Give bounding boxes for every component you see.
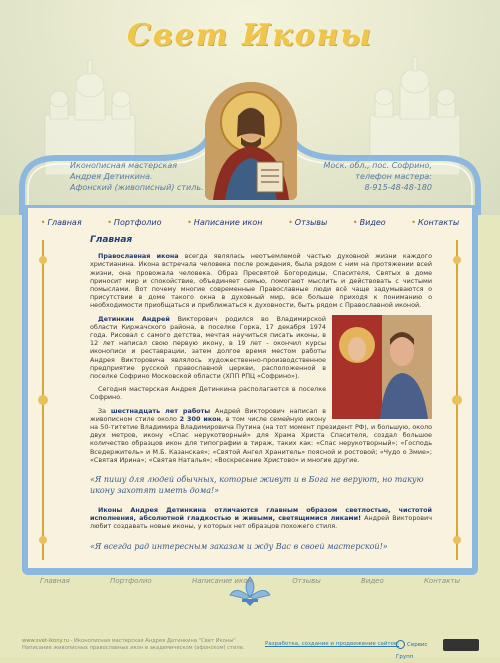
ornament-right-icon <box>450 240 464 560</box>
footer-nav-portfolio[interactable]: Портфолио <box>110 577 152 585</box>
main-content <box>90 236 432 562</box>
nav-contacts[interactable]: • Контакты <box>411 218 459 227</box>
site-title[interactable]: Свет Иконы <box>127 18 373 53</box>
paragraph-style: Иконы Андрея Детинкина отличаются главным образом светлостью, чистотой исполнения, абсолютной гладкостью и живыми, светящимися ликами! Андрей Викторович любит создавать новые иконы, у которых нет образцов похожего стиля. <box>90 506 432 531</box>
quote-artist: «Я пишу для людей обычных, которые живут и в Бога не веруют, но такую икону захотят иметь дома!» <box>90 475 424 496</box>
service-group-badge[interactable]: Сервис Групп <box>396 639 436 651</box>
nav-reviews[interactable]: • Отзывы <box>288 218 327 227</box>
footer-nav <box>40 577 460 585</box>
ornament-left-icon <box>36 240 50 560</box>
footer-nav-reviews[interactable]: Отзывы <box>292 577 321 585</box>
paragraph-biography: Детинкин Андрей Викторович родился во Владимирской области Киржачского района, в поселке Горка, 17 декабря 1974 года. Рисовал с самого детства, мечтая научиться писать иконы, в 12 лет написал свою первую икону, в 19 лет - окончил курсы иконописи и реставрации, затем долгое время местом работы Андрея Викторовича являлось художественно-производственное предприятие русской православной церкви, расположенной в поселке Софрино Московской области (ХПП РПЦ «Софрино»). <box>90 314 326 381</box>
artist-photo <box>332 315 432 419</box>
paragraph-works: За шестнадцать лет работы Андрей Викторович написал в живописном стиле около 2 300 икон, в том числе семейную икону на 50-титетие Владимира Владимировича Путина (на тот момент президент РФ), и большую, около двух метров, икону «Спас нерукотворный» для Храма Христа Спасителя, создал большое количество образцов икон для типографии в тираж, таких как: «Спас нерукотворный»; «Господь Вседержитель» и М.Б. Казанская»; «Святой Ангел Хранитель» поясной и ростовой; «Чудо о Змие»; «Святая Ирина»; «Святая Наталья»; «Воскресение Христово» и многие другие. <box>90 406 432 464</box>
footer-nav-video[interactable]: Видео <box>360 577 384 585</box>
footer-domain[interactable]: www.svet-ikony.ru <box>22 638 69 644</box>
workshop-info: Иконописная мастерская Андрея Детинкина. Афонский (живописный) стиль. <box>70 161 204 192</box>
contact-info: Моск. обл., пос. Софрино, телефон мастера: 8-915-48-48-180 <box>323 161 432 192</box>
paragraph-intro: Православная икона всегда являлась неотъемлемой частью духовной жизни каждого христианина. Икона встречала человека после рождения, была рядом с ним на протяжении всей жизни, она провожала человека. Образ Пресвятой Богородицы, Спасителя, Святых в доме приносит мир и спокойствие, объединяет семью, помогают мыслить и действовать с чистыми помыслами. Вот почему многие современные Православные люди всё чаще задумываются о присутствии в доме такого окна в духовный мир, все больше приходя к пониманию о необходимости приобщаться и приближаться к духовности, быть рядом с Православной иконой. <box>90 252 432 310</box>
nav-video[interactable]: • Видео <box>353 218 386 227</box>
paragraph-location: Сегодня мастерская Андрея Детинкина располагается в поселке Софрино. <box>90 385 326 402</box>
footer-copyright: www.svet-ikony.ru - Иконописная мастерская Андрея Детинкина "Свет Иконы" Написание живописных православных икон в академическом (афонском) стиле. <box>22 638 245 651</box>
nav-home[interactable]: • Главная <box>41 218 82 227</box>
header <box>0 0 500 215</box>
main-nav <box>28 212 472 232</box>
quote-invitation: «Я всегда рад интересным заказам и жду Вас в своей мастерской!» <box>90 541 388 551</box>
nav-icon-painting[interactable]: • Написание икон <box>187 218 262 227</box>
christ-icon-image <box>205 82 297 200</box>
page-heading: Главная <box>90 235 133 245</box>
footer-nav-icon-painting[interactable]: Написание икон <box>191 577 253 585</box>
footer-nav-home[interactable]: Главная <box>40 577 70 585</box>
nav-portfolio[interactable]: • Портфолио <box>107 218 161 227</box>
developer-link[interactable]: Разработка, создание и продвижение сайтов: <box>265 641 400 647</box>
footer-nav-contacts[interactable]: Контакты <box>423 577 460 585</box>
counter-badge[interactable] <box>443 639 479 651</box>
